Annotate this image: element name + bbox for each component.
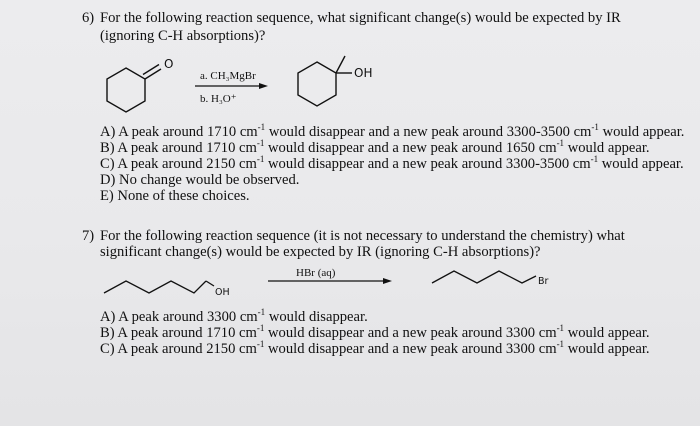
q6-stem-line2: (ignoring C-H absorptions)? <box>100 28 266 44</box>
q6-reagent-a: a. CH₃MgBr <box>200 70 256 82</box>
q7-reagent: HBr (aq) <box>296 267 336 279</box>
carbonyl-oxygen-label: O <box>164 57 174 71</box>
q6-product-oh-label: OH <box>354 66 373 80</box>
q7-start-oh-label: OH <box>215 287 230 298</box>
q7-product-bromide <box>432 271 536 283</box>
q6-reagent-b: b. H₃O⁺ <box>200 93 237 105</box>
q7-option-a: A) A peak around 3300 $cm^{-1}$ would disappear. <box>100 307 368 325</box>
q7-number: 7) <box>82 228 95 244</box>
q6-option-d: D) No change would be observed. <box>100 172 300 188</box>
q7-product-br-label: Br <box>538 276 549 287</box>
q6-number: 6) <box>82 10 95 26</box>
q7-starting-alcohol <box>104 281 206 293</box>
product-ring <box>298 62 336 106</box>
q6-option-c: C) A peak around 2150 $cm^{-1}$ would disappear and a new peak around 3300-3500 $cm^{-1}$ would appear. <box>100 154 684 172</box>
q7-stem-line1: For the following reaction sequence (it is not necessary to understand the chemistry) what <box>100 228 625 244</box>
q6-option-a: A) A peak around 1710 $cm^{-1}$ would disappear and a new peak around 3300-3500 $cm^{-1}$ would appear. <box>100 122 685 140</box>
q7-stem-line2: significant change(s) would be expected by IR (ignoring C-H absorptions)? <box>100 244 541 260</box>
cyclohexanone-ring <box>107 68 145 112</box>
q6-stem-line1: For the following reaction sequence, what significant change(s) would be expected by IR <box>100 10 621 26</box>
q6-option-b: B) A peak around 1710 $cm^{-1}$ would disappear and a new peak around 1650 $cm^{-1}$ would appear. <box>100 138 650 156</box>
q6-option-e: E) None of these choices. <box>100 188 250 204</box>
q7-option-b: B) A peak around 1710 $cm^{-1}$ would disappear and a new peak around 3300 $cm^{-1}$ would appear. <box>100 323 650 341</box>
q7-option-c: C) A peak around 2150 $cm^{-1}$ would disappear and a new peak around 3300 $cm^{-1}$ would appear. <box>100 339 650 357</box>
